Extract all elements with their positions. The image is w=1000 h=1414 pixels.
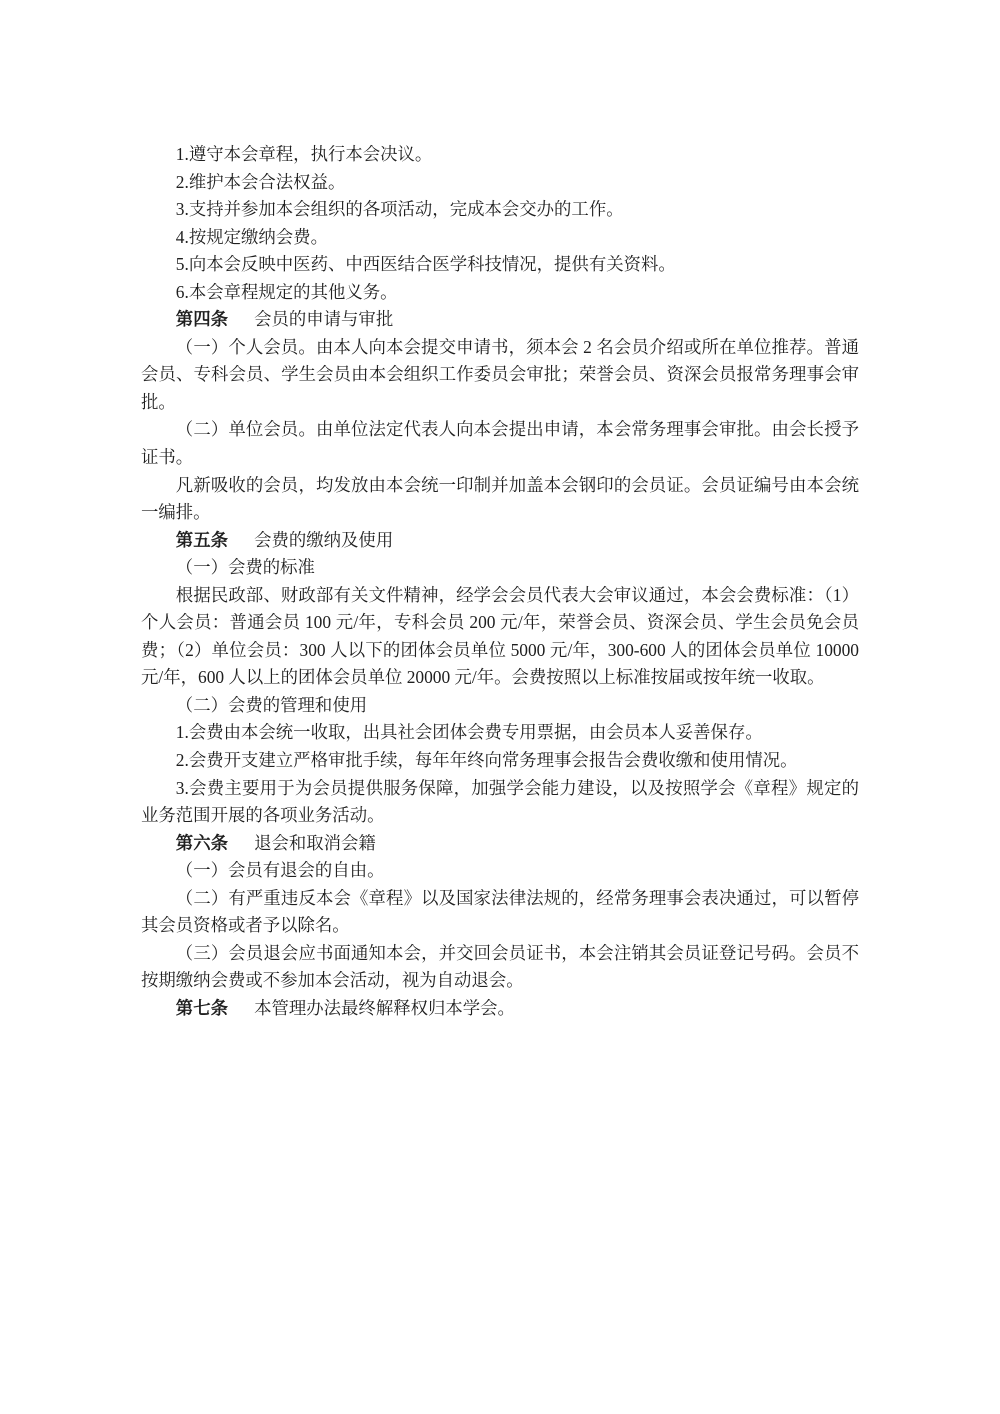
article-number: 第六条 bbox=[175, 832, 228, 853]
article-title: 会费的缴纳及使用 bbox=[254, 529, 394, 550]
paragraph bbox=[141, 279, 859, 307]
paragraph-text: （一）会费的标准 bbox=[175, 557, 315, 578]
paragraph-text: 5.向本会反映中医药、中西医结合医学科技情况，提供有关资料。 bbox=[175, 254, 676, 275]
paragraph bbox=[141, 554, 859, 582]
paragraph bbox=[141, 251, 859, 279]
paragraph bbox=[141, 719, 859, 747]
paragraph bbox=[141, 857, 859, 885]
paragraph-text: （二）单位会员。由单位法定代表人向本会提出申请，本会常务理事会审批。由会长授予证书。 bbox=[141, 419, 859, 468]
article-title: 会员的申请与审批 bbox=[254, 309, 394, 330]
paragraph bbox=[141, 775, 859, 830]
paragraph-text: （一）会员有退会的自由。 bbox=[175, 860, 385, 881]
paragraph-text: （一）个人会员。由本人向本会提交申请书，须本会 2 名会员介绍或所在单位推荐。普通会员、专科会员、学生会员由本会组织工作委员会审批；荣誉会员、资深会员报常务理事会审批。 bbox=[141, 336, 859, 412]
paragraph-text: 2.会费开支建立严格审批手续，每年年终向常务理事会报告会费收缴和使用情况。 bbox=[175, 750, 798, 771]
paragraph bbox=[141, 885, 859, 940]
paragraph-text: 凡新吸收的会员，均发放由本会统一印制并加盖本会钢印的会员证。会员证编号由本会统一编排。 bbox=[141, 474, 859, 523]
paragraph bbox=[141, 141, 859, 169]
paragraph bbox=[141, 169, 859, 197]
paragraph bbox=[141, 224, 859, 252]
paragraph-text: 根据民政部、财政部有关文件精神，经学会会员代表大会审议通过，本会会费标准：（1）个人会员：普通会员 100 元/年，专科会员 200 元/年，荣誉会员、资深会员、学生会员免会员费；（2）单位会员：300 人以下的团体会员单位 5000 元/年，300-600 人的团体会员单位 10000 元/年，600 人以上的团体会员单位 20000 元/年。会费按照以上标准按届或按年统一收取。 bbox=[141, 584, 859, 688]
article-title: 退会和取消会籍 bbox=[254, 832, 376, 853]
paragraph bbox=[141, 196, 859, 224]
article-heading bbox=[141, 306, 859, 334]
paragraph-text: 4.按规定缴纳会费。 bbox=[175, 226, 328, 247]
article-number: 第七条 bbox=[175, 997, 228, 1018]
article-heading bbox=[141, 830, 859, 858]
document-text-block bbox=[141, 141, 859, 1023]
paragraph-text: 1.遵守本会章程，执行本会决议。 bbox=[175, 144, 433, 164]
paragraph-text: 6.本会章程规定的其他义务。 bbox=[175, 281, 398, 302]
article-heading bbox=[141, 527, 859, 555]
paragraph bbox=[141, 582, 859, 692]
paragraph bbox=[141, 747, 859, 775]
paragraph-text: （二）会费的管理和使用 bbox=[175, 694, 368, 715]
paragraph-text: （三）会员退会应书面通知本会，并交回会员证书，本会注销其会员证登记号码。会员不按期缴纳会费或不参加本会活动，视为自动退会。 bbox=[141, 942, 859, 991]
paragraph-text: 1.会费由本会统一收取，出具社会团体会费专用票据，由会员本人妥善保存。 bbox=[175, 722, 763, 743]
paragraph bbox=[141, 416, 859, 471]
article-heading bbox=[141, 995, 859, 1023]
paragraph bbox=[141, 692, 859, 720]
article-number: 第五条 bbox=[175, 529, 228, 550]
paragraph bbox=[141, 334, 859, 417]
paragraph-text: 3.会费主要用于为会员提供服务保障，加强学会能力建设，以及按照学会《章程》规定的业务范围开展的各项业务活动。 bbox=[141, 777, 859, 826]
paragraph-text: 3.支持并参加本会组织的各项活动，完成本会交办的工作。 bbox=[175, 199, 624, 220]
paragraph-text: （二）有严重违反本会《章程》以及国家法律法规的，经常务理事会表决通过，可以暂停其会员资格或者予以除名。 bbox=[141, 887, 859, 936]
article-number: 第四条 bbox=[175, 309, 228, 330]
paragraph bbox=[141, 940, 859, 995]
paragraph-text: 2.维护本会合法权益。 bbox=[175, 171, 346, 192]
article-title: 本管理办法最终解释权归本学会。 bbox=[254, 997, 515, 1018]
paragraph bbox=[141, 472, 859, 527]
